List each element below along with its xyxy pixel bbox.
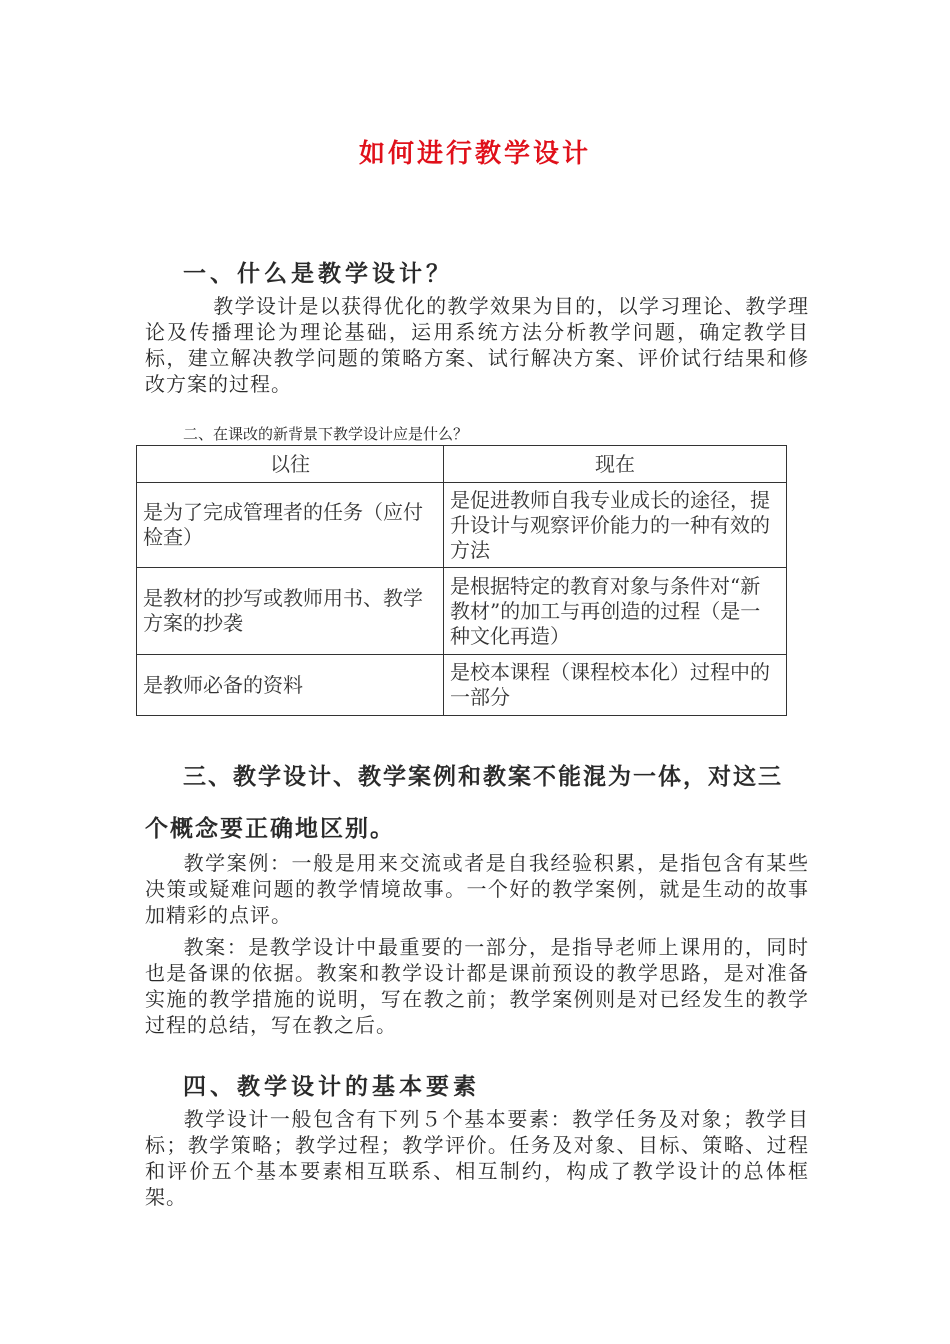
section1-body	[145, 293, 809, 397]
table-cell: 是为了完成管理者的任务（应付检查）	[137, 483, 444, 568]
table-row	[137, 655, 787, 716]
section4-body-text: 教学设计一般包含有下列５个基本要素：教学任务及对象；教学目标；教学策略；教学过程；教学评价。任务及对象、目标、策略、过程和评价五个基本要素相互联系、相互制约，构成了教学设计的总体框架。	[145, 1107, 809, 1209]
table-cell: 是根据特定的教育对象与条件对“新教材”的加工与再创造的过程（是一种文化再造）	[444, 568, 787, 655]
section1-heading: 一、什么是教学设计？	[183, 260, 453, 287]
table-header-now: 现在	[444, 446, 787, 483]
comparison-table	[136, 445, 787, 716]
table-header-row	[137, 446, 787, 483]
table-cell: 是促进教师自我专业成长的途径，提升设计与观察评价能力的一种有效的方法	[444, 483, 787, 568]
table-row	[137, 483, 787, 568]
document-title: 如何进行教学设计	[358, 139, 591, 169]
table-cell: 是校本课程（课程校本化）过程中的一部分	[444, 655, 787, 716]
table-cell: 是教师必备的资料	[137, 655, 444, 716]
section3-para-plan-text: 教案：是教学设计中最重要的一部分，是指导老师上课用的，同时也是备课的依据。教案和教学设计都是课前预设的教学思路，是对准备实施的教学措施的说明，写在教之前；教学案例则是对已经发生的教学过程的总结，写在教之后。	[145, 935, 809, 1037]
section4-heading: 四、教学设计的基本要素	[183, 1073, 480, 1100]
section4-body	[145, 1106, 809, 1210]
section3-para-plan	[145, 934, 809, 1038]
table-header-past: 以往	[137, 446, 444, 483]
section3-heading-line1: 三、教学设计、教学案例和教案不能混为一体，对这三	[183, 763, 783, 790]
section2-heading: 二、在课改的新背景下教学设计应是什么？	[183, 425, 469, 443]
section3-heading-line2: 个概念要正确地区别。	[145, 815, 395, 842]
section1-body-text: 教学设计是以获得优化的教学效果为目的，以学习理论、教学理论及传播理论为理论基础，运用系统方法分析教学问题，确定教学目标，建立解决教学问题的策略方案、试行解决方案、评价试行结果和修改方案的过程。	[145, 294, 809, 396]
section3-para-case-text: 教学案例：一般是用来交流或者是自我经验积累，是指包含有某些决策或疑难问题的教学情境故事。一个好的教学案例，就是生动的故事加精彩的点评。	[145, 851, 809, 927]
table-cell: 是教材的抄写或教师用书、教学方案的抄袭	[137, 568, 444, 655]
table-row	[137, 568, 787, 655]
section3-para-case	[145, 850, 809, 928]
